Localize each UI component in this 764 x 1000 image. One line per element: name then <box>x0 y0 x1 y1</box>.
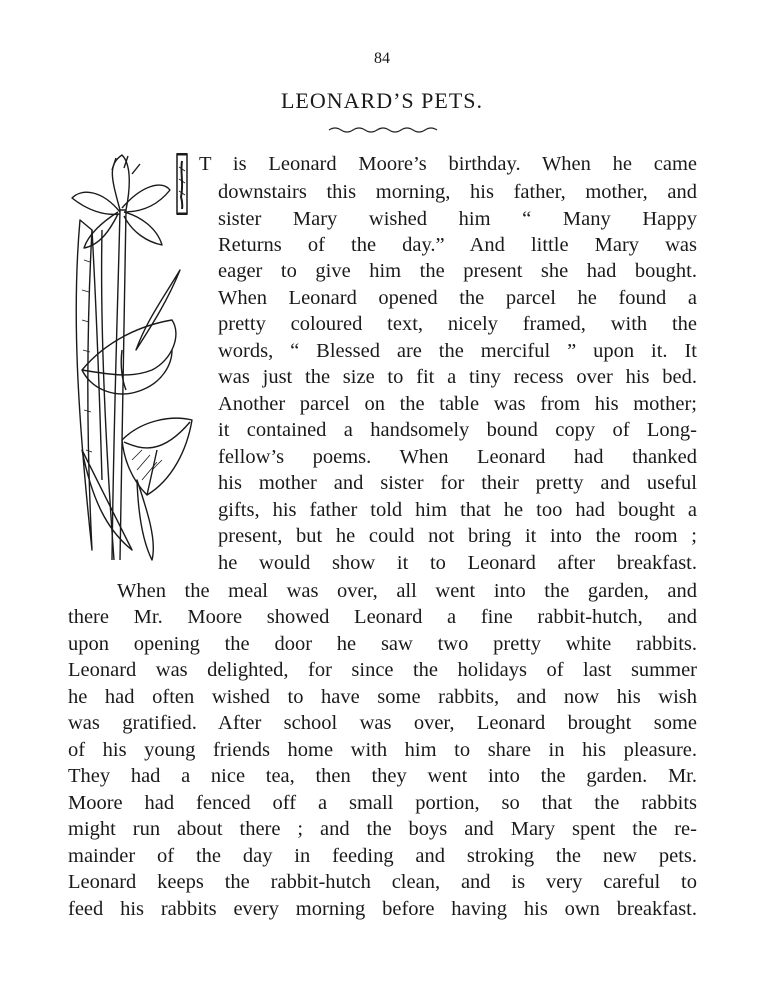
text-line: Another parcel on the table was from his mother; <box>218 393 697 415</box>
text-line: words, “ Blessed are the merciful ” upon it. It <box>218 340 697 362</box>
text-line: his mother and sister for their pretty and useful <box>218 472 697 494</box>
dropcap-ornament <box>174 153 190 215</box>
text-line: gifts, his father told him that he too had bought a <box>218 499 697 521</box>
text-line: he had often wished to have some rabbits, and now his wish <box>68 686 697 708</box>
title-flourish <box>327 125 439 135</box>
text-line: Leonard was delighted, for since the holidays of last summer <box>68 659 697 681</box>
text-line: When Leonard opened the parcel he found a <box>218 287 697 309</box>
text-line: of his young friends home with him to share in his pleasure. <box>68 739 697 761</box>
text-line: might run about there ; and the boys and Mary spent the re- <box>68 818 697 840</box>
text-line: feed his rabbits every morning before having his own breakfast. <box>68 898 697 920</box>
text-line: Moore had fenced off a small portion, so that the rabbits <box>68 792 697 814</box>
text-line: eager to give him the present she had bought. <box>218 260 697 282</box>
text-line: was gratified. After school was over, Leonard brought some <box>68 712 697 734</box>
text-line: he would show it to Leonard after breakfast. <box>218 552 697 574</box>
dropcap-letter <box>174 153 190 215</box>
text-line: downstairs this morning, his father, mother, and <box>218 181 697 203</box>
text-line: sister Mary wished him “ Many Happy <box>218 208 697 230</box>
text-line: mainder of the day in feeding and stroking the new pets. <box>68 845 697 867</box>
text-line: When the meal was over, all went into the garden, and <box>117 580 697 602</box>
text-line: upon opening the door he saw two pretty white rabbits. <box>68 633 697 655</box>
text-line: T is Leonard Moore’s birthday. When he came <box>199 153 697 175</box>
text-line: was just the size to fit a tiny recess over his bed. <box>218 366 697 388</box>
text-line: Leonard keeps the rabbit-hutch clean, and is very careful to <box>68 871 697 893</box>
text-line: there Mr. Moore showed Leonard a fine rabbit-hutch, and <box>68 606 697 628</box>
text-line: it contained a handsomely bound copy of Long- <box>218 419 697 441</box>
text-line: fellow’s poems. When Leonard had thanked <box>218 446 697 468</box>
text-line: They had a nice tea, then they went into the garden. Mr. <box>68 765 697 787</box>
page-number: 84 <box>374 50 390 67</box>
text-line: present, but he could not bring it into the room ; <box>218 525 697 547</box>
text-line: Returns of the day.” And little Mary was <box>218 234 697 256</box>
page-title: LEONARD’S PETS. <box>280 88 483 113</box>
text-line: pretty coloured text, nicely framed, with the <box>218 313 697 335</box>
